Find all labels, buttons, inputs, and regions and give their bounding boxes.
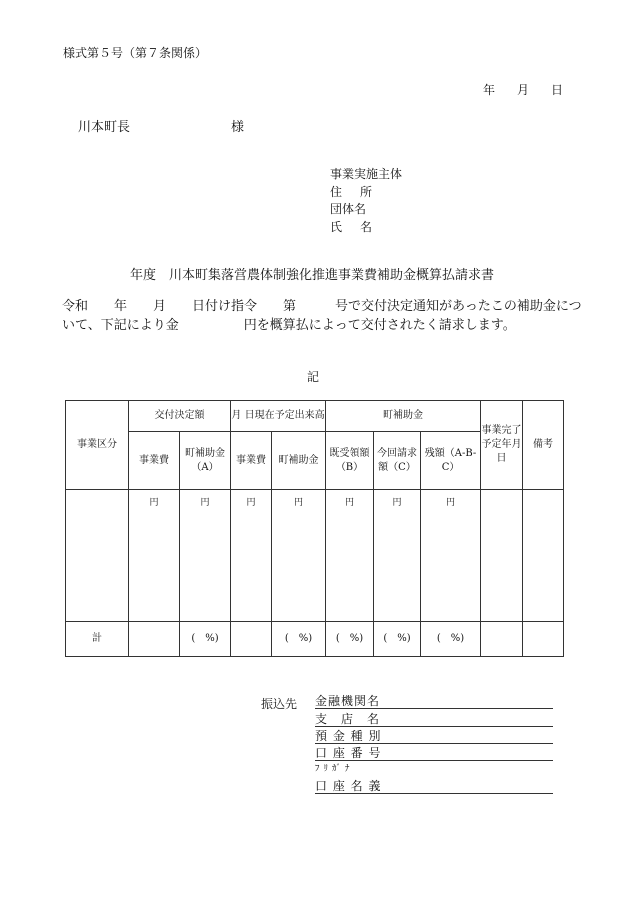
bank-row-account-name: 口 座 名 義 xyxy=(315,777,553,794)
unit-label: 円 xyxy=(272,490,326,622)
data-cell xyxy=(66,490,129,622)
unit-label: 円 xyxy=(421,490,481,622)
total-label: 計 xyxy=(66,622,129,657)
unit-label: 円 xyxy=(129,490,180,622)
applicant-line: 事業実施主体 xyxy=(330,167,403,181)
date-line xyxy=(483,81,563,98)
sub-header: 既受領額（B） xyxy=(326,432,374,490)
summary-table xyxy=(65,400,564,657)
addressee-name: 川本町長 xyxy=(78,120,131,135)
applicant-block xyxy=(330,166,420,236)
sub-header: 事業費 xyxy=(231,432,272,490)
total-cell xyxy=(129,622,180,657)
bank-row-branch: 支 店 名 xyxy=(315,710,553,727)
total-percent: ( %) xyxy=(180,622,231,657)
sub-header: 残額（A-B-C） xyxy=(421,432,481,490)
header-jigyo-kubun: 事業区分 xyxy=(66,401,129,490)
bank-row-account-type: 預 金 種 別 xyxy=(315,727,553,744)
applicant-line: 氏 名 xyxy=(330,219,373,234)
header-kofu-kettei: 交付決定額 xyxy=(129,401,231,432)
applicant-line: 団体名 xyxy=(330,202,367,216)
total-percent: ( %) xyxy=(374,622,421,657)
unit-label: 円 xyxy=(231,490,272,622)
sub-header: 今回請求額（C） xyxy=(374,432,421,490)
unit-label: 円 xyxy=(374,490,421,622)
total-percent: ( %) xyxy=(421,622,481,657)
unit-label: 円 xyxy=(326,490,374,622)
sub-header: 町補助金 xyxy=(272,432,326,490)
applicant-line: 住 所 xyxy=(330,184,373,199)
form-number: 様式第５号（第７条関係） xyxy=(63,46,208,60)
date-day: 日 xyxy=(551,83,564,97)
total-cell xyxy=(231,622,272,657)
header-biko: 備考 xyxy=(523,401,564,490)
body-paragraph: 令和 年 月 日付け指令 第 号で交付決定通知があったこの補助金について、下記により金 円を概算払によって交付されたく請求します。 xyxy=(62,299,582,333)
header-kanryo-yotei: 事業完了予定年月日 xyxy=(481,401,523,490)
sub-header: 町補助金（A） xyxy=(180,432,231,490)
header-yotei-dekidaka: 月 日現在予定出来高 xyxy=(231,401,326,432)
bank-row-institution: 金融機関名 xyxy=(315,692,553,709)
bank-row-furigana: ﾌﾘｶﾞﾅ xyxy=(315,764,354,774)
date-month: 月 xyxy=(517,83,530,97)
data-cell xyxy=(481,490,523,622)
total-percent: ( %) xyxy=(272,622,326,657)
sub-header: 事業費 xyxy=(129,432,180,490)
unit-label: 円 xyxy=(180,490,231,622)
total-percent: ( %) xyxy=(326,622,374,657)
document-title: 年度 川本町集落営農体制強化推進事業費補助金概算払請求書 xyxy=(130,268,495,283)
bank-row-account-number: 口 座 番 号 xyxy=(315,744,553,761)
total-cell xyxy=(523,622,564,657)
ki-mark: 記 xyxy=(307,370,320,384)
total-cell xyxy=(481,622,523,657)
date-year: 年 xyxy=(483,83,496,97)
bank-label: 振込先 xyxy=(261,697,298,711)
data-cell xyxy=(523,490,564,622)
addressee-honorific: 様 xyxy=(231,120,245,135)
header-cho-hojokin: 町補助金 xyxy=(326,401,481,432)
